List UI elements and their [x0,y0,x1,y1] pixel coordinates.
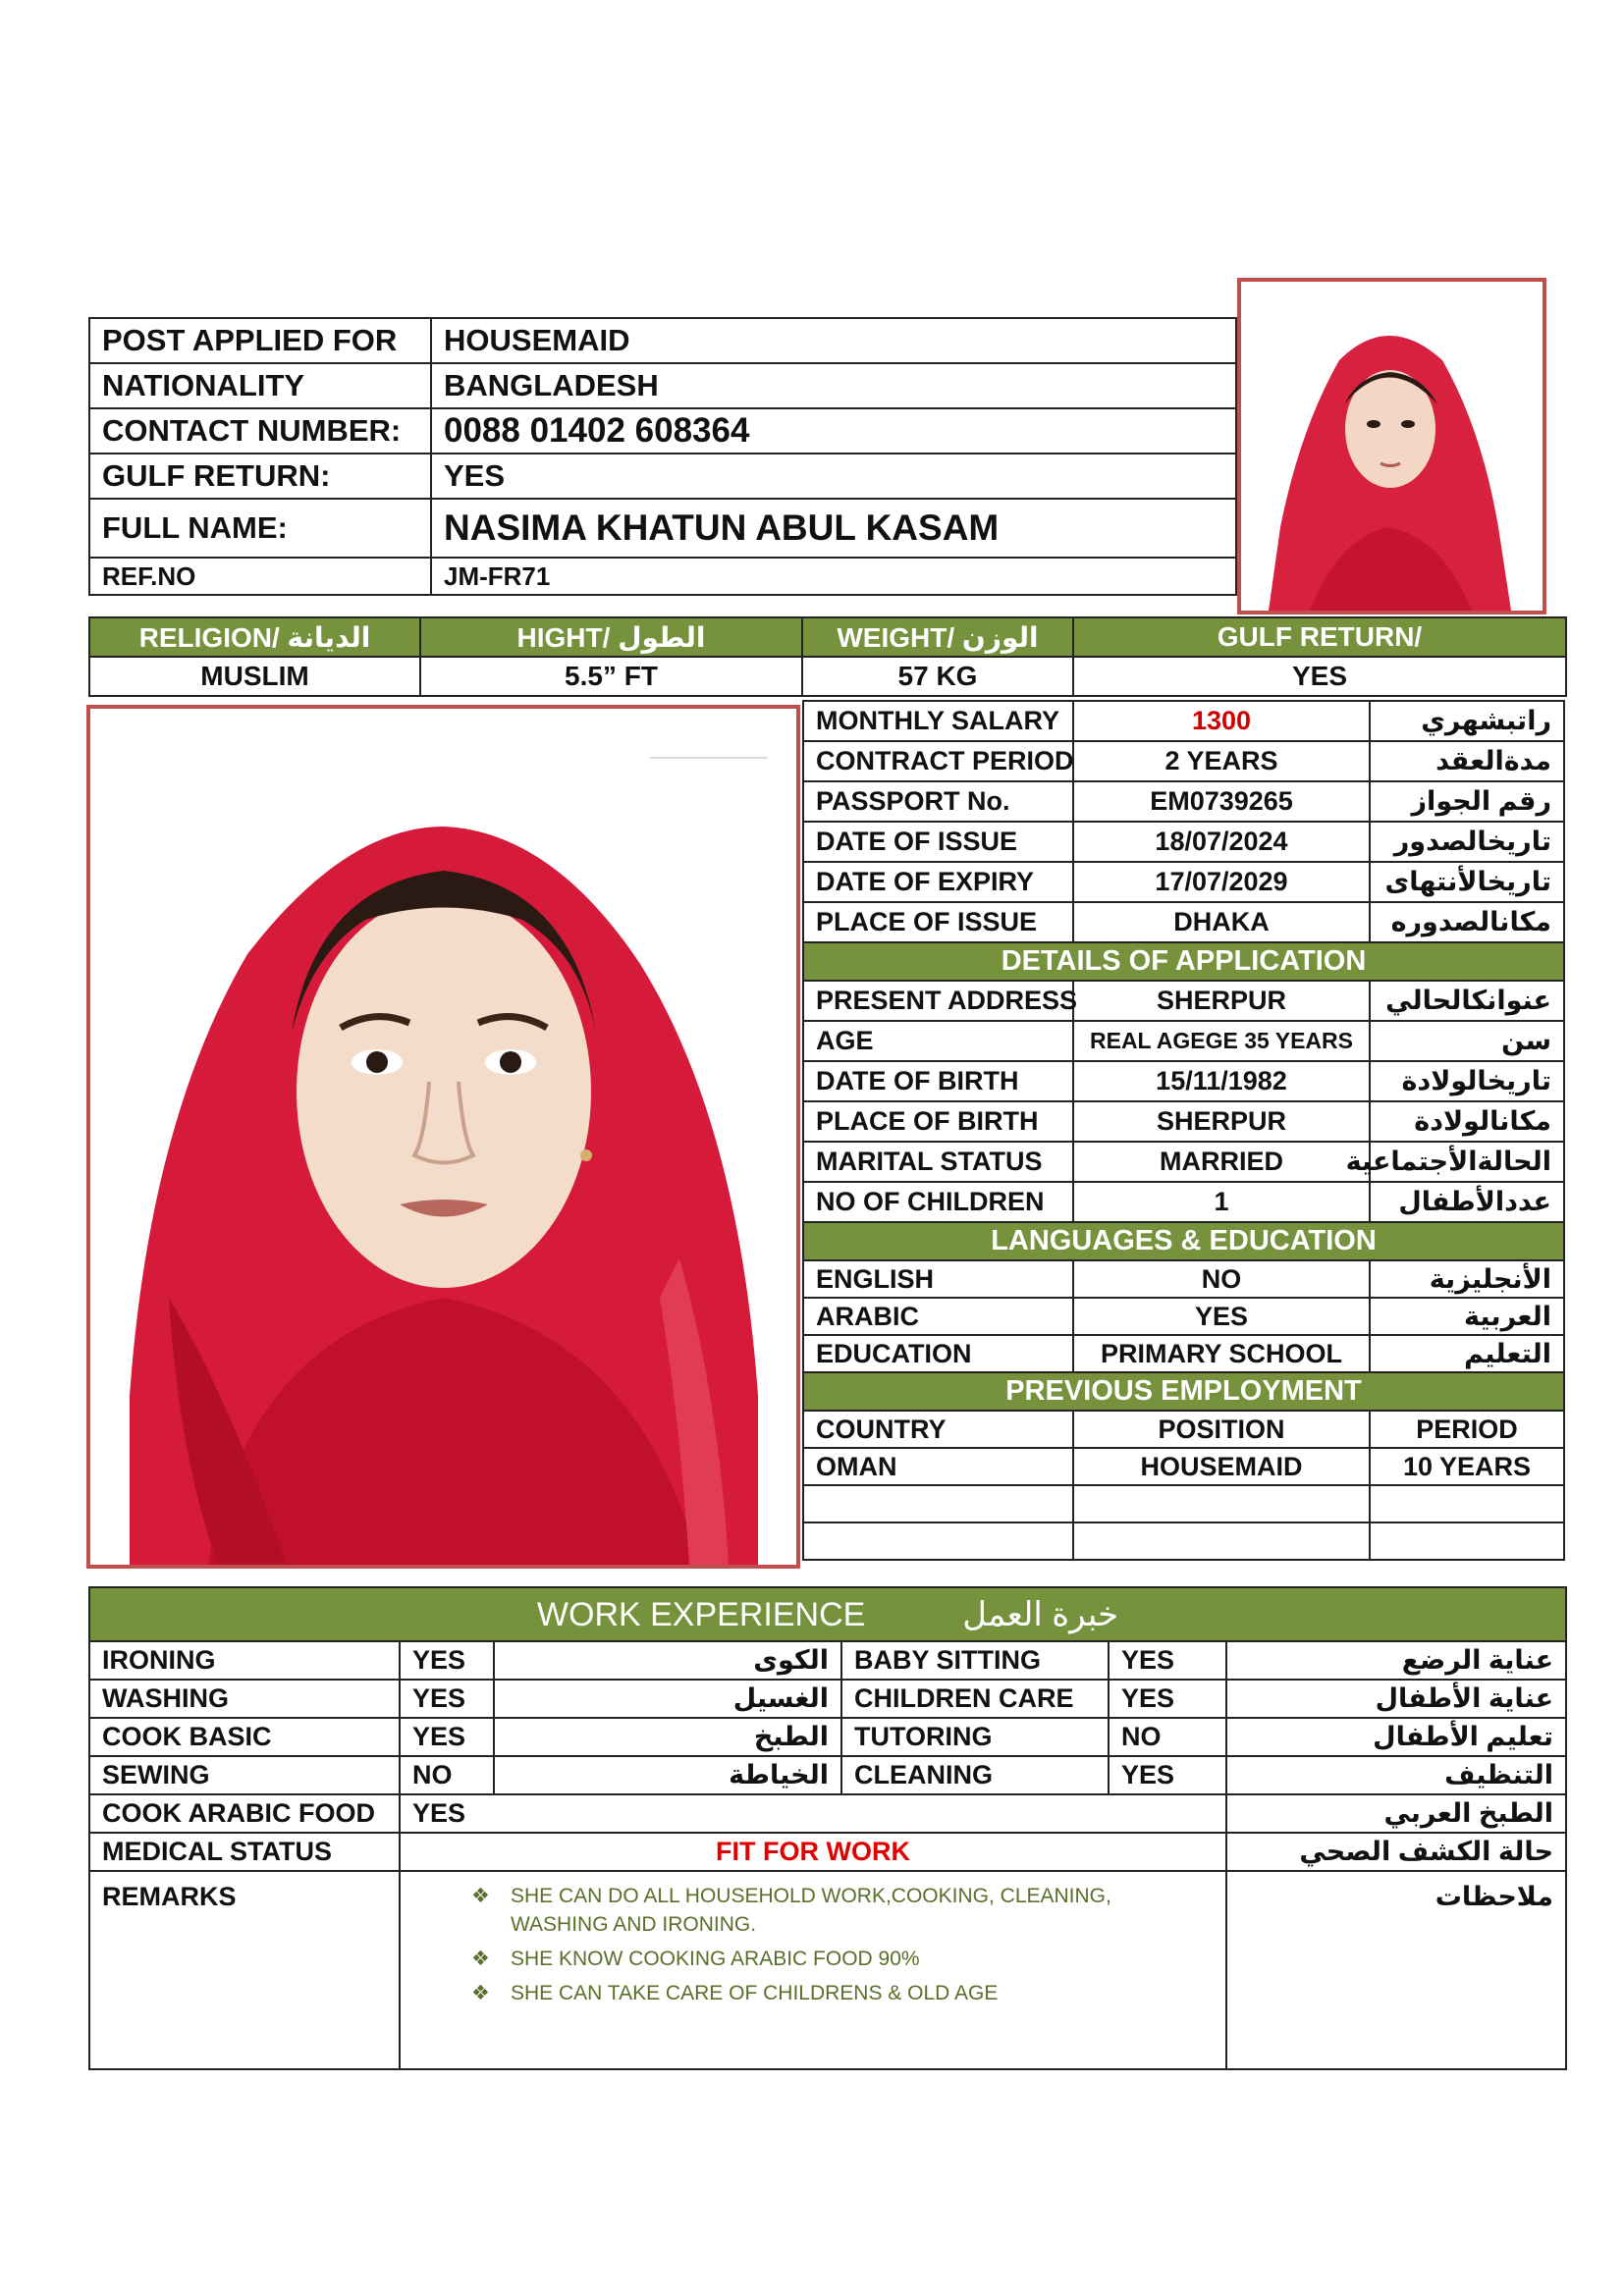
present-address-value: SHERPUR [1073,981,1370,1021]
date-of-birth-arabic: تاريخالولادة [1370,1061,1564,1101]
remarks-label: REMARKS [89,1871,400,2069]
ref-no-label: REF.NO [89,558,431,595]
date-of-issue-value: 18/07/2024 [1073,822,1370,862]
place-of-birth-value: SHERPUR [1073,1101,1370,1142]
employment-header-row [803,1411,1564,1448]
employment-country: OMAN [803,1448,1073,1485]
skill-label: IRONING [89,1641,400,1680]
contact-number-value: 0088 01402 608364 [431,408,1236,454]
empty-cell [803,1522,1073,1560]
skill-value: YES [400,1641,494,1680]
work-experience-table [88,1586,1567,2070]
skill-value: YES [400,1718,494,1756]
applicant-photo-small [1237,278,1546,614]
medical-status-row [89,1833,1566,1871]
diamond-bullet-icon: ❖ [471,1982,490,2004]
languages-section-title: LANGUAGES & EDUCATION [803,1222,1564,1260]
skill-label: BABY SITTING [841,1641,1109,1680]
weight-value: 57 KG [802,657,1073,696]
applicant-info-table [88,317,1237,596]
diamond-bullet-icon: ❖ [471,1885,490,1907]
present-address-label: PRESENT ADDRESS [803,981,1073,1021]
height-value: 5.5” FT [420,657,802,696]
place-of-issue-arabic: مكانالصدوره [1370,902,1564,942]
medical-status-label: MEDICAL STATUS [89,1833,400,1871]
detail-row [803,781,1564,822]
arabic-food-value: YES [400,1794,1226,1833]
medical-status-value: FIT FOR WORK [400,1833,1226,1871]
skill-value: YES [400,1680,494,1718]
section-header-application [803,942,1564,981]
passport-no-value: EM0739265 [1073,781,1370,822]
skill-arabic: الطبخ [494,1718,841,1756]
remarks-list [412,1882,1214,2007]
detail-row [803,981,1564,1021]
date-of-issue-label: DATE OF ISSUE [803,822,1073,862]
ref-no-value: JM-FR71 [431,558,1236,595]
place-of-birth-arabic: مكانالولادة [1370,1101,1564,1142]
empty-cell [1370,1485,1564,1522]
place-of-issue-value: DHAKA [1073,902,1370,942]
work-experience-title: WORK EXPERIENCE [536,1595,866,1633]
skill-value: NO [400,1756,494,1794]
skill-label: COOK BASIC [89,1718,400,1756]
religion-value: MUSLIM [89,657,420,696]
date-of-expiry-value: 17/07/2029 [1073,862,1370,902]
employment-row-empty [803,1485,1564,1522]
application-section-title: DETAILS OF APPLICATION [803,942,1564,981]
remarks-row [89,1871,1566,2069]
nationality-value: BANGLADESH [431,363,1236,408]
age-value: REAL AGEGE 35 YEARS [1073,1021,1370,1061]
weight-header: WEIGHT/ الوزن [802,617,1073,657]
skill-arabic: تعليم الأطفال [1226,1718,1566,1756]
country-header: COUNTRY [803,1411,1073,1448]
employment-section-title: PREVIOUS EMPLOYMENT [803,1372,1564,1411]
date-of-expiry-arabic: تاريخالأنتهاى [1370,862,1564,902]
detail-row [803,1142,1564,1182]
detail-row [803,1101,1564,1142]
remark-item: ❖ SHE CAN TAKE CARE OF CHILDRENS & OLD AGE [471,1979,1214,2007]
arabic-value: YES [1073,1298,1370,1335]
detail-row [803,701,1564,741]
arabic-food-label: COOK ARABIC FOOD [89,1794,400,1833]
english-label: ENGLISH [803,1260,1073,1298]
gulf-return-value: YES [431,454,1236,499]
employment-row-empty [803,1522,1564,1560]
detail-row [803,902,1564,942]
physical-stats-table [88,616,1567,697]
post-applied-value: HOUSEMAID [431,318,1236,363]
applicant-photo-large [86,705,800,1569]
religion-header: RELIGION/ الديانة [89,617,420,657]
marital-status-value: MARRIED [1073,1142,1370,1182]
section-header-employment [803,1372,1564,1411]
info-row-post [89,318,1236,363]
date-of-birth-label: DATE OF BIRTH [803,1061,1073,1101]
skill-label: WASHING [89,1680,400,1718]
date-of-issue-arabic: تاريخالصدور [1370,822,1564,862]
skill-row [89,1680,1566,1718]
skill-row [89,1641,1566,1680]
empty-cell [803,1485,1073,1522]
application-details-table [802,700,1565,1561]
detail-row [803,1021,1564,1061]
info-row-gulf-return [89,454,1236,499]
contract-period-label: CONTRACT PERIOD [803,741,1073,781]
skill-row [89,1718,1566,1756]
nationality-label: NATIONALITY [89,363,431,408]
contract-period-value: 2 YEARS [1073,741,1370,781]
work-experience-title-arabic: خبرة العمل [962,1595,1119,1633]
diamond-bullet-icon: ❖ [471,1948,490,1970]
skill-arabic: الكوى [494,1641,841,1680]
arabic-food-arabic: الطبخ العربي [1226,1794,1566,1833]
english-value: NO [1073,1260,1370,1298]
skill-label: CLEANING [841,1756,1109,1794]
empty-cell [1073,1485,1370,1522]
detail-row [803,1260,1564,1298]
skill-arabic: عناية الرضع [1226,1641,1566,1680]
employment-row [803,1448,1564,1485]
monthly-salary-arabic: راتبشهري [1370,701,1564,741]
employment-period: 10 YEARS [1370,1448,1564,1485]
monthly-salary-value: 1300 [1073,701,1370,741]
arabic-arabic: العربية [1370,1298,1564,1335]
full-name-value: NASIMA KHATUN ABUL KASAM [431,499,1236,558]
portrait-illustration-small [1241,282,1543,611]
children-count-arabic: عددالأطفال [1370,1182,1564,1222]
gulf-return-header: GULF RETURN/ [1073,617,1566,657]
contact-number-label: CONTACT NUMBER: [89,408,431,454]
height-header: HIGHT/ الطول [420,617,802,657]
post-applied-label: POST APPLIED FOR [89,318,431,363]
work-experience-header [89,1587,1566,1641]
remarks-content [400,1871,1226,2069]
full-name-label: FULL NAME: [89,499,431,558]
children-count-label: NO OF CHILDREN [803,1182,1073,1222]
skill-label: SEWING [89,1756,400,1794]
skill-label: TUTORING [841,1718,1109,1756]
date-of-birth-value: 15/11/1982 [1073,1061,1370,1101]
education-label: EDUCATION [803,1335,1073,1372]
skill-value: NO [1109,1718,1226,1756]
education-value: PRIMARY SCHOOL [1073,1335,1370,1372]
skill-arabic: الغسيل [494,1680,841,1718]
work-experience-title-cell [89,1587,1566,1641]
gulf-return-stat-value: YES [1073,657,1566,696]
skill-row [89,1756,1566,1794]
gulf-return-label: GULF RETURN: [89,454,431,499]
education-arabic: التعليم [1370,1335,1564,1372]
skill-arabic: التنظيف [1226,1756,1566,1794]
detail-row [803,822,1564,862]
info-row-ref [89,558,1236,595]
date-of-expiry-label: DATE OF EXPIRY [803,862,1073,902]
remark-item: ❖ SHE CAN DO ALL HOUSEHOLD WORK,COOKING, CLEANING, WASHING AND IRONING. [471,1882,1214,1939]
arabic-label: ARABIC [803,1298,1073,1335]
remark-item: ❖ SHE KNOW COOKING ARABIC FOOD 90% [471,1945,1214,1973]
empty-cell [1370,1522,1564,1560]
passport-no-arabic: رقم الجواز [1370,781,1564,822]
medical-status-arabic: حالة الكشف الصحي [1226,1833,1566,1871]
stats-value-row [89,657,1566,696]
place-of-issue-label: PLACE OF ISSUE [803,902,1073,942]
position-header: POSITION [1073,1411,1370,1448]
info-row-contact [89,408,1236,454]
remarks-arabic: ملاحظات [1226,1871,1566,2069]
detail-row [803,1182,1564,1222]
portrait-illustration-large [90,709,796,1565]
skill-value: YES [1109,1756,1226,1794]
period-header: PERIOD [1370,1411,1564,1448]
stats-header-row [89,617,1566,657]
skill-value: YES [1109,1680,1226,1718]
arabic-food-row [89,1794,1566,1833]
passport-no-label: PASSPORT No. [803,781,1073,822]
skill-arabic: عناية الأطفال [1226,1680,1566,1718]
skill-value: YES [1109,1641,1226,1680]
english-arabic: الأنجليزية [1370,1260,1564,1298]
place-of-birth-label: PLACE OF BIRTH [803,1101,1073,1142]
empty-cell [1073,1522,1370,1560]
marital-status-label: MARITAL STATUS [803,1142,1073,1182]
detail-row [803,1335,1564,1372]
monthly-salary-label: MONTHLY SALARY [803,701,1073,741]
detail-row [803,862,1564,902]
employment-position: HOUSEMAID [1073,1448,1370,1485]
children-count-value: 1 [1073,1182,1370,1222]
detail-row [803,741,1564,781]
detail-row [803,1298,1564,1335]
skill-label: CHILDREN CARE [841,1680,1109,1718]
age-arabic: سن [1370,1021,1564,1061]
info-row-full-name [89,499,1236,558]
marital-status-arabic: الحالةالأجتماعية [1370,1142,1564,1182]
section-header-languages [803,1222,1564,1260]
age-label: AGE [803,1021,1073,1061]
present-address-arabic: عنوانكالحالي [1370,981,1564,1021]
detail-row [803,1061,1564,1101]
skill-arabic: الخياطة [494,1756,841,1794]
contract-period-arabic: مدةالعقد [1370,741,1564,781]
info-row-nationality [89,363,1236,408]
